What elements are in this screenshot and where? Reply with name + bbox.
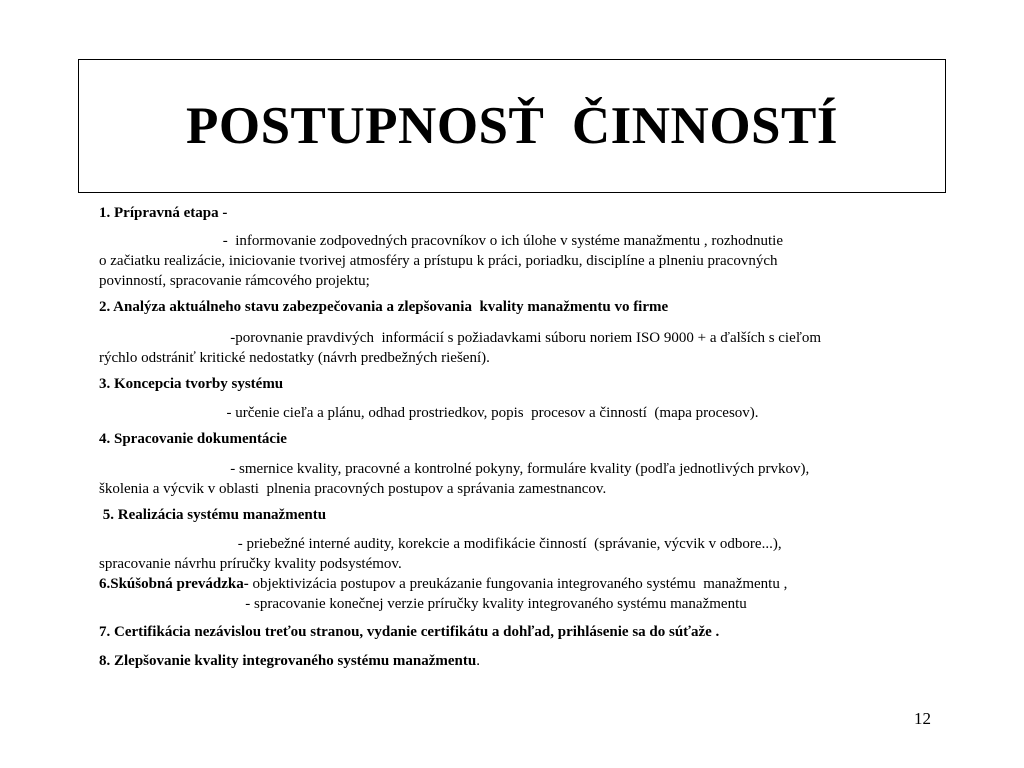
step-3 [99, 374, 939, 423]
step-line: -porovnanie pravdivých informácií s požiadavkami súboru noriem ISO 9000 + a ďalších s cieľom [99, 330, 822, 346]
step-1 [99, 203, 939, 291]
step-heading: 5. Realizácia systému manažmentu [99, 507, 327, 523]
step-7 [99, 622, 939, 642]
step-8 [99, 651, 939, 671]
step-inline-text: objektivizácia postupov a preukázanie fungovania integrovaného systému manažmentu , [248, 576, 788, 592]
step-line: - smernice kvality, pracovné a kontrolné pokyny, formuláre kvality (podľa jednotlivých prvkov), [99, 461, 810, 477]
step-line: - priebežné interné audity, korekcie a modifikácie činností (správanie, výcvik v odbore...), [99, 536, 782, 552]
title-box [78, 59, 946, 193]
step-heading: 2. Analýza aktuálneho stavu zabezpečovania a zlepšovania kvality manažmentu vo firme [99, 299, 669, 315]
step-heading-line [99, 574, 939, 594]
step-line: - spracovanie konečnej verzie príručky kvality integrovaného systému manažmentu [99, 596, 747, 612]
step-4 [99, 429, 939, 499]
step-heading: 8. Zlepšovanie kvality integrovaného systému manažmentu [99, 653, 477, 669]
step-line: spracovanie návrhu príručky kvality podsystémov. [99, 556, 402, 572]
step-2 [99, 297, 939, 368]
step-line: - určenie cieľa a plánu, odhad prostriedkov, popis procesov a činností (mapa procesov). [99, 405, 759, 421]
step-line: školenia a výcvik v oblasti plnenia pracovných postupov a správania zamestnancov. [99, 481, 607, 497]
step-heading: 6.Skúšobná prevádzka- [99, 576, 249, 592]
step-6 [99, 574, 939, 614]
step-inline-text: . [476, 653, 480, 669]
step-heading: 4. Spracovanie dokumentácie [99, 431, 287, 447]
step-heading: 1. Prípravná etapa - [99, 205, 228, 221]
steps-list [99, 203, 939, 671]
step-5 [99, 505, 939, 574]
slide-title: POSTUPNOSŤ ČINNOSTÍ [185, 96, 839, 155]
step-heading: 7. Certifikácia nezávislou treťou stranou, vydanie certifikátu a dohľad, prihlásenie sa do súťaže . [99, 624, 720, 640]
step-line: povinností, spracovanie rámcového projektu; [99, 273, 370, 289]
page-number: 12 [914, 709, 931, 728]
step-line: o začiatku realizácie, iniciovanie tvorivej atmosféry a prístupu k práci, poriadku, disciplíne a plneniu pracovných [99, 253, 778, 269]
step-line: - informovanie zodpovedných pracovníkov o ich úlohe v systéme manažmentu , rozhodnutie [99, 233, 784, 249]
step-heading: 3. Koncepcia tvorby systému [99, 376, 284, 392]
step-line: rýchlo odstrániť kritické nedostatky (návrh predbežných riešení). [99, 350, 490, 366]
step-heading-line [99, 651, 939, 671]
